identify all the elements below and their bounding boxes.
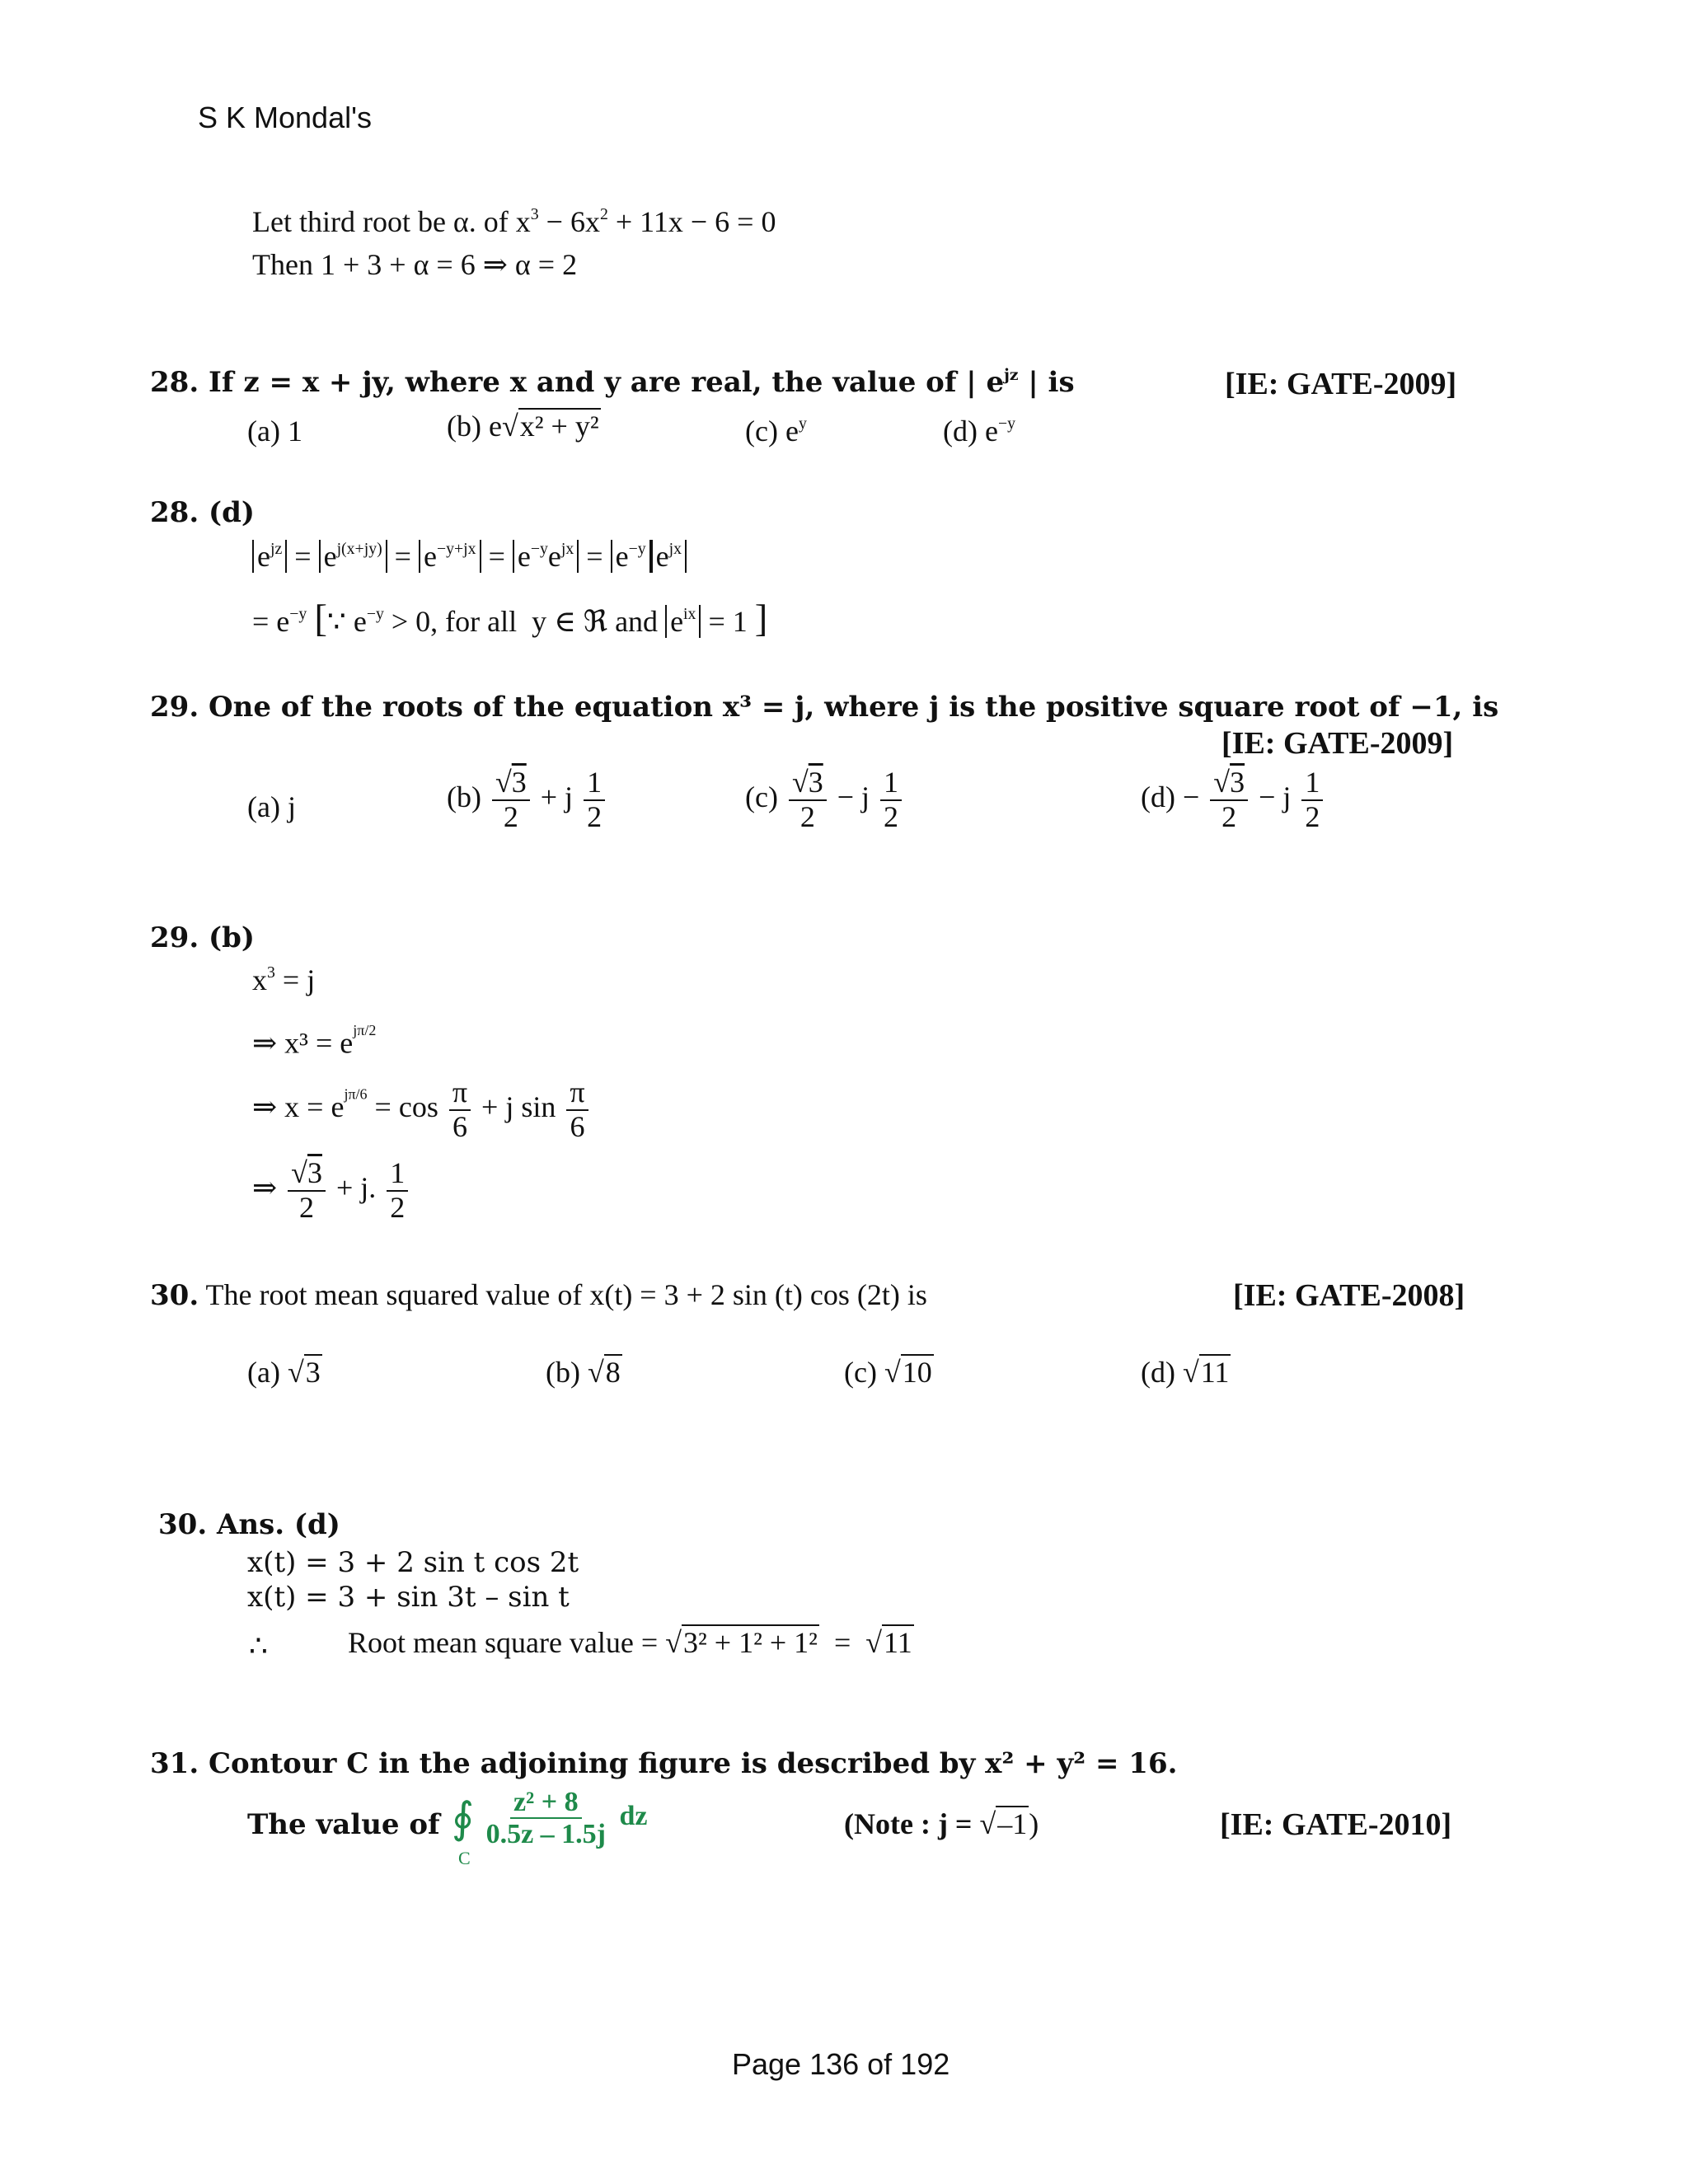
- q31-integral: ∮ $\frac{\text{z² + 8}}{0.5z - 1.5j}$ dz: [452, 1787, 648, 1850]
- q28-source-tag: [IE: GATE-2009]: [1225, 367, 1457, 401]
- q30-solution-2: x(t) = 3 + sin 3t – sin t: [247, 1581, 570, 1614]
- q28-solution-1: $e^{jz} = e^{j(x+jy)} = e^{-y+jx} = e^{-y}e^{jx} = e^{-y}$ $e^{jx}$: [252, 539, 687, 574]
- q28-option-c: (c) $e^y$: [745, 415, 807, 448]
- q28-option-a: (a) 1: [247, 415, 302, 448]
- q28-option-b: (b) e√x² + y²: [447, 410, 599, 443]
- q29-option-d: (d) − $\frac{√3}{2}$ − j $\frac{1}{2}$: [1141, 766, 1326, 833]
- q28-answer: 28. (d): [150, 496, 255, 529]
- q30-solution-3: Root mean square value = √3² + 1² + 1² = √11: [348, 1626, 912, 1659]
- q30-option-c: (c) √10: [844, 1356, 932, 1389]
- q29-option-c: (c) $\frac{√3}{2}$ − j $\frac{1}{2}$: [745, 766, 905, 833]
- page-header: S K Mondal's: [198, 101, 372, 134]
- q30-question: 30. The root mean squared value of x(t) = 3 + 2 sin (t) cos (2t) is: [150, 1278, 927, 1312]
- q31-question: 31. Contour C in the adjoining figure is described by x² + y² = 16.: [150, 1747, 1178, 1780]
- q30-source-tag: [IE: GATE-2008]: [1233, 1278, 1465, 1313]
- q29-answer: 29. (b): [150, 921, 255, 954]
- q30-option-d: (d) √11: [1141, 1356, 1230, 1389]
- q28-solution-2: = $e^{-y}$ [∵ $e^{-y} > 0$, for all y ∈ ℜ and $e^{ix} = 1$ ]: [252, 598, 768, 640]
- q31-note: (Note : j = √–1): [844, 1807, 1039, 1840]
- q29-step-4: ⇒ $\frac{√3}{2}$ + j. $\frac{1}{2}$: [252, 1157, 411, 1224]
- q31-contour-label: C: [458, 1848, 471, 1868]
- q29-source-tag: [IE: GATE-2009]: [1221, 726, 1454, 761]
- intro-line-1: Let third root be α. of $x^3 - 6x^2 + 11x - 6 = 0$: [252, 205, 776, 238]
- q31-value-of: The value of: [247, 1808, 440, 1841]
- q28-option-d: (d) $e^{-y}$: [943, 415, 1016, 448]
- q28-question: 28. If z = x + jy, where x and y are real, the value of | $e^{jz}$ | is: [150, 366, 1075, 400]
- q30-solution-1: x(t) = 3 + 2 sin t cos 2t: [247, 1546, 579, 1579]
- q29-option-b: (b) $\frac{√3}{2}$ + j $\frac{1}{2}$: [447, 766, 608, 833]
- q30-option-a: (a) √3: [247, 1356, 321, 1389]
- q29-option-a: (a) j: [247, 790, 296, 823]
- page-footer: Page 136 of 192: [732, 2047, 950, 2081]
- q29-step-2: ⇒ $x^3 = e^{j\pi/2}$: [252, 1022, 377, 1060]
- q30-answer: 30. Ans. (d): [158, 1508, 340, 1541]
- q30-option-b: (b) √8: [546, 1356, 621, 1389]
- q29-step-3: ⇒ $x = e^{j\pi/6} = \cos$ $\frac{\pi}{6}$ + j sin $\frac{\pi}{6}$: [252, 1076, 592, 1143]
- q31-source-tag: [IE: GATE-2010]: [1220, 1807, 1452, 1842]
- intro-line-2: Then 1 + 3 + α = 6 ⇒ α = 2: [252, 248, 578, 281]
- q29-step-1: $x^3 = j$: [252, 963, 316, 996]
- q30-therefore-symbol: ∴: [249, 1629, 268, 1662]
- q29-question: 29. One of the roots of the equation x³ = j, where j is the positive square root of −1, is: [150, 691, 1499, 724]
